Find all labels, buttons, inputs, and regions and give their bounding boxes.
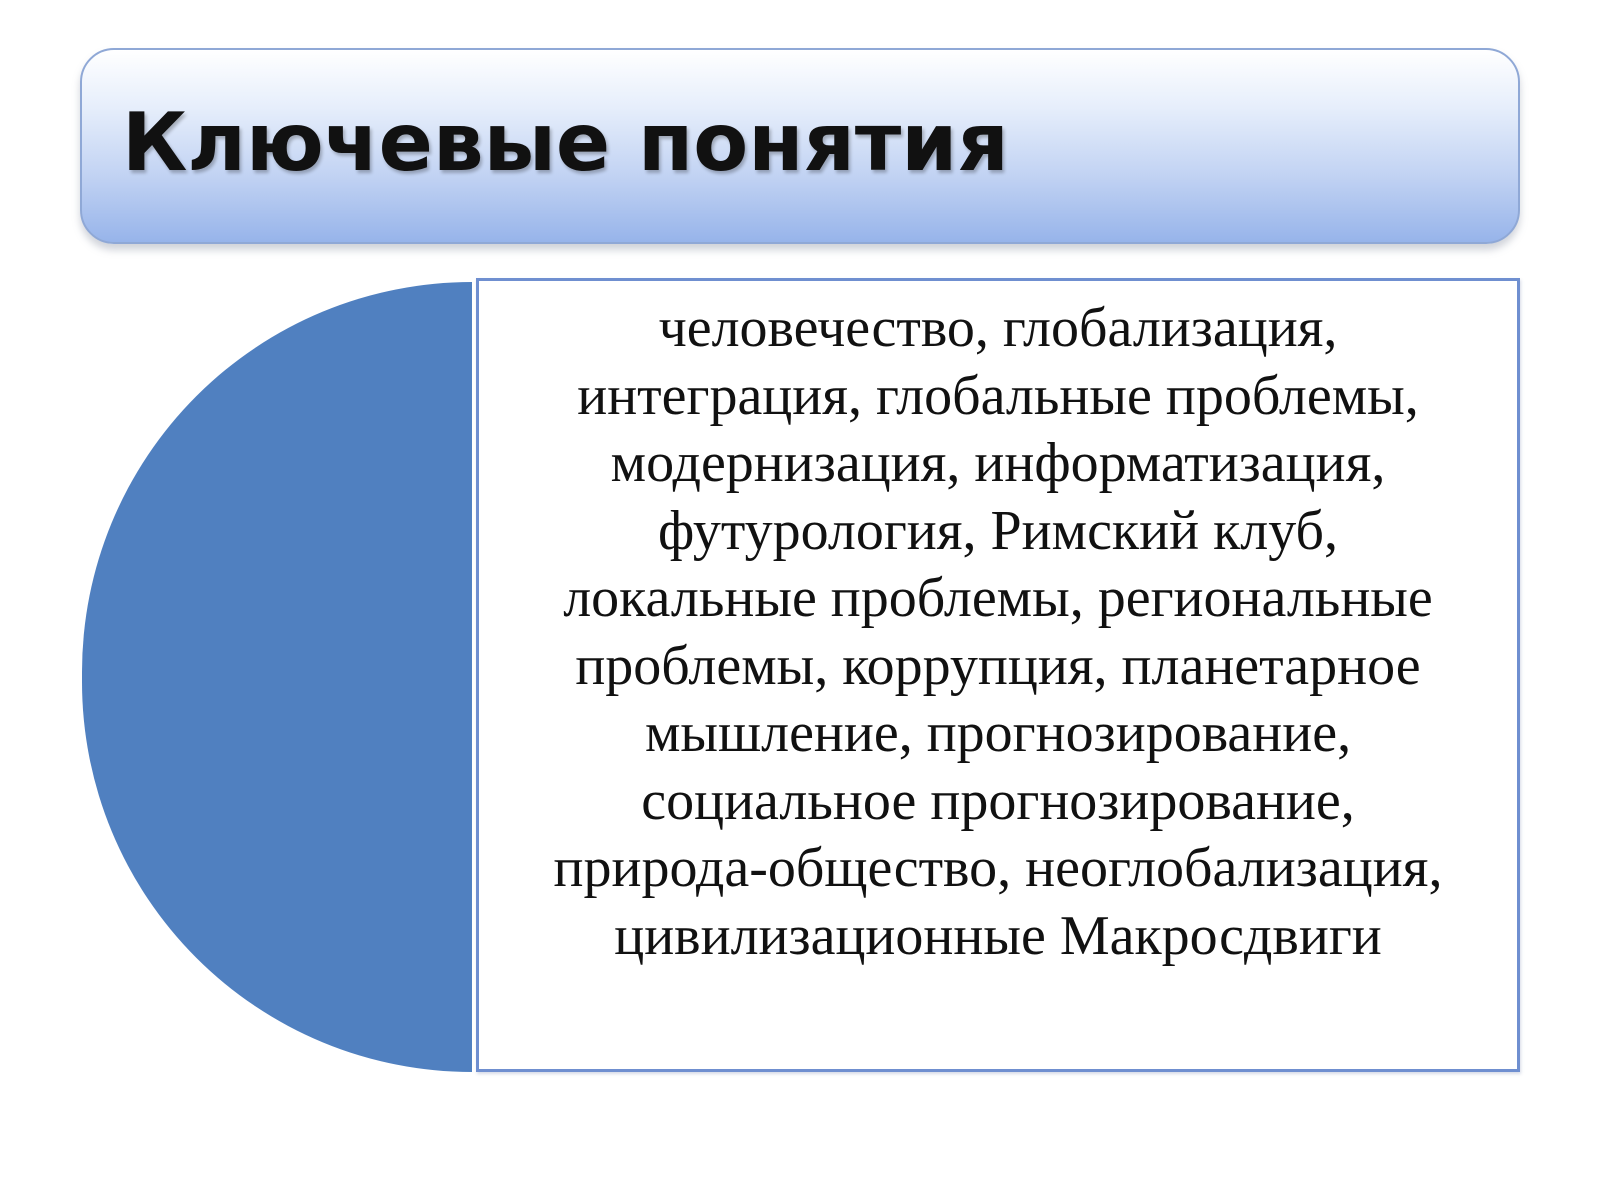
concept-line: социальное прогнозирование, — [641, 769, 1355, 832]
concept-line: локальные проблемы, региональные — [563, 567, 1433, 629]
key-concepts-box — [476, 278, 1520, 1072]
concept-line: интеграция, глобальные проблемы, — [577, 364, 1419, 427]
key-concepts-text — [495, 295, 1501, 970]
concept-line: природа-общество, неоглобализация, — [553, 837, 1443, 899]
decorative-half-circle — [82, 282, 472, 1072]
concept-line: человечество, глобализация, — [658, 297, 1338, 359]
concept-line: проблемы, коррупция, планетарное — [575, 634, 1421, 697]
concept-line: футурология, Римский клуб, — [658, 499, 1338, 562]
slide-title: Ключевые понятия — [122, 96, 1009, 189]
concept-line: модернизация, информатизация, — [610, 432, 1386, 494]
concept-line: мышление, прогнозирование, — [644, 702, 1352, 764]
title-bar — [80, 48, 1520, 244]
concept-line: цивилизационные Макросдвиги — [614, 904, 1382, 967]
